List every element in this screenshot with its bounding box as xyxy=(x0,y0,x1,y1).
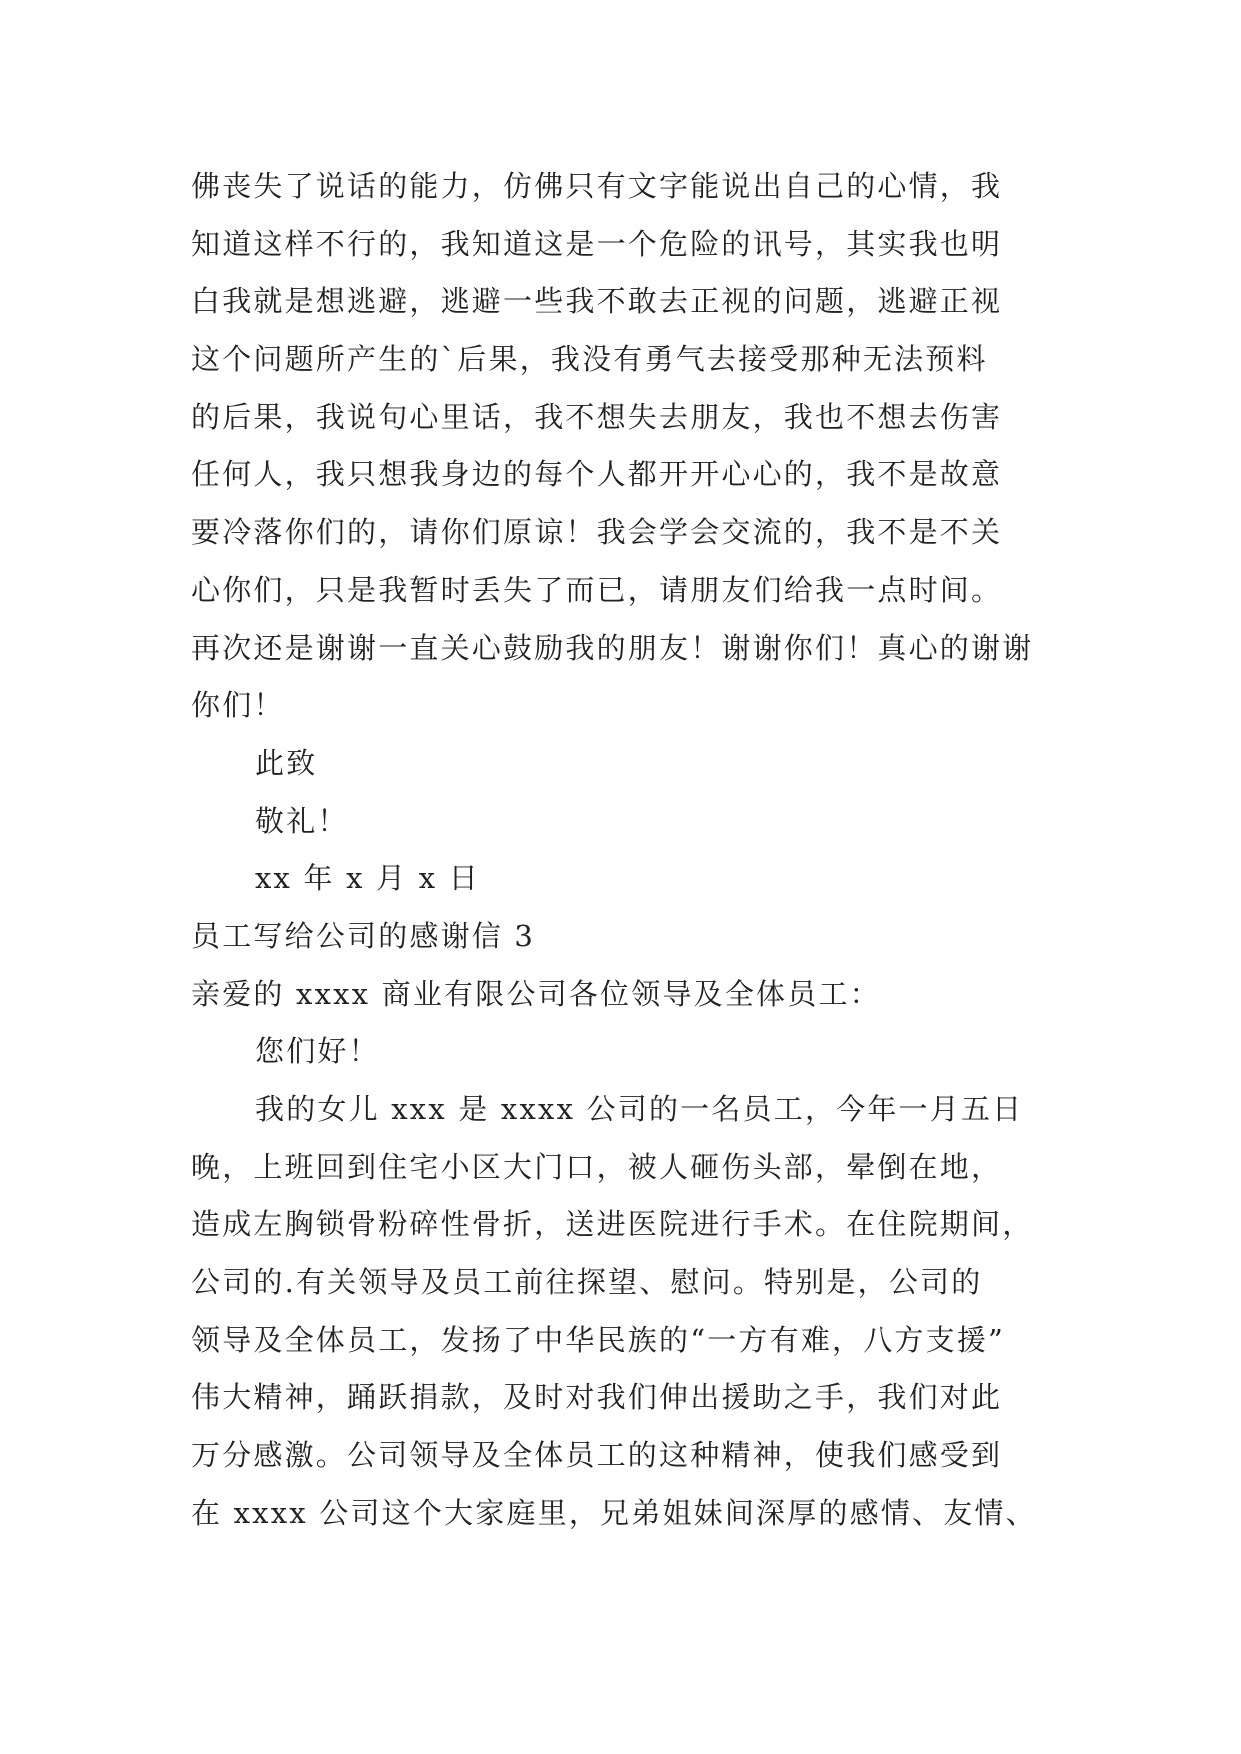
text-line: 亲爱的 xxxx 商业有限公司各位领导及全体员工： xyxy=(191,976,881,1011)
text-line: 任何人，我只想我身边的每个人都开开心心的，我不是故意 xyxy=(191,457,1003,492)
text-line: xx 年 x 月 x 日 xyxy=(255,861,480,896)
text-line: 的后果，我说句心里话，我不想失去朋友，我也不想去伤害 xyxy=(191,399,1003,434)
text-line: 员工写给公司的感谢信 3 xyxy=(191,918,536,953)
text-line: 这个问题所产生的`后果，我没有勇气去接受那种无法预料 xyxy=(191,342,988,377)
text-line: 我的女儿 xxx 是 xxxx 公司的一名员工，今年一月五日 xyxy=(255,1092,1024,1126)
text-line: 伟大精神，踊跃捐款，及时对我们伸出援助之手，我们对此 xyxy=(191,1380,1003,1415)
text-line: 要冷落你们的，请你们原谅！我会学会交流的，我不是不关 xyxy=(191,515,1003,550)
text-line: 再次还是谢谢一直关心鼓励我的朋友！谢谢你们！真心的谢谢 xyxy=(191,630,1034,665)
text-line: 在 xxxx 公司这个大家庭里，兄弟姐妹间深厚的感情、友情、 xyxy=(191,1495,1037,1530)
text-line: 此致 xyxy=(255,745,318,780)
text-line: 您们好！ xyxy=(255,1034,380,1069)
text-line: 佛丧失了说话的能力，仿佛只有文字能说出自己的心情，我 xyxy=(191,169,1003,203)
text-line: 知道这样不行的，我知道这是一个危险的讯号，其实我也明 xyxy=(191,226,1003,261)
text-line: 心你们，只是我暂时丢失了而已，请朋友们给我一点时间。 xyxy=(191,572,1003,607)
text-line: 公司的.有关领导及员工前往探望、慰问。特别是，公司的 xyxy=(191,1265,983,1300)
text-line: 晚，上班回到住宅小区大门口，被人砸伤头部，晕倒在地， xyxy=(191,1149,1003,1184)
text-line: 造成左胸锁骨粉碎性骨折，送进医院进行手术。在住院期间， xyxy=(191,1207,1034,1242)
text-line: 万分感激。公司领导及全体员工的这种精神，使我们感受到 xyxy=(191,1438,1003,1473)
letter-body xyxy=(191,158,1091,1543)
text-line: 你们！ xyxy=(191,688,285,723)
text-line: 白我就是想逃避，逃避一些我不敢去正视的问题，逃避正视 xyxy=(191,284,1003,319)
text-line: 敬礼！ xyxy=(255,803,349,838)
text-line: 领导及全体员工，发扬了中华民族的“一方有难，八方支援” xyxy=(191,1322,1006,1357)
